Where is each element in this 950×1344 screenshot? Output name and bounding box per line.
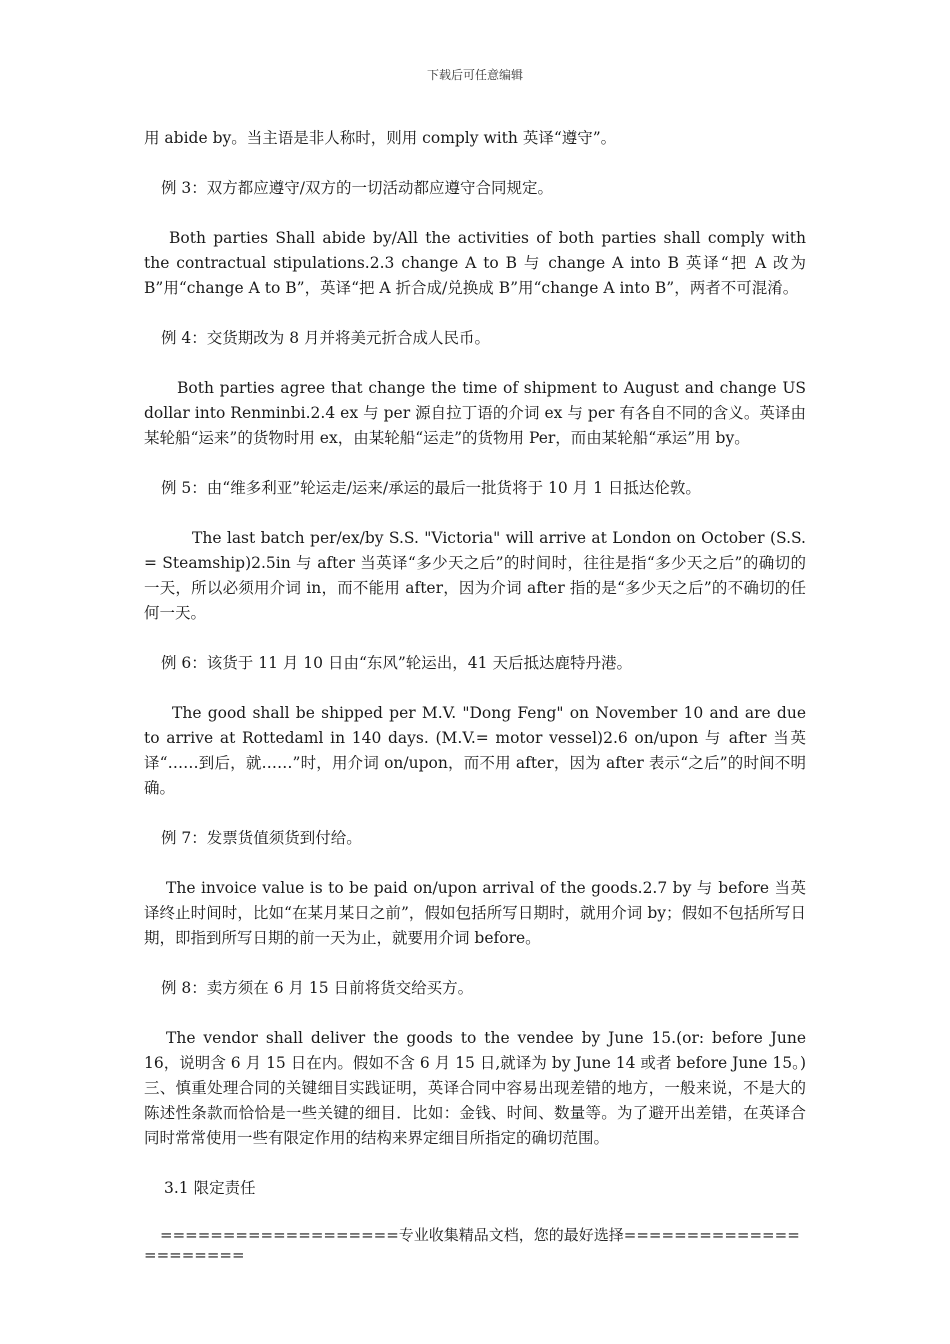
example-heading: 例 5：由“维多利亚”轮运走/运来/承运的最后一批货将于 10 月 1 日抵达伦敦。 — [161, 479, 701, 497]
paragraph: The vendor shall deliver the goods to the vendee by June 15.(or: before June 16，说明含 6 月 15 日在内。假如不含 6 月 15 日,就译为 by June 14 或者 before June 15。)三、慎重处理合同的关键细目实践证明，英译合同中容易出现差错的地方，一般来说，不是大的陈述性条款而恰恰是一些关键的细目．比如：金钱、时间、数量等。为了避开出差错，在英译合同时常常使用一些有限定作用的结构来界定细目所指定的确切范围。 — [144, 1029, 806, 1147]
paragraph: Both parties Shall abide by/All the activities of both parties shall comply with the contractual stipulations.2.3 change A to B 与 change A into B 英译“把 A 改为 B”用“change A to B”，英译“把 A 折合成/兑换成 B”用“change A into B”，两者不可混淆。 — [144, 229, 806, 297]
page-footer: ===================专业收集精品文档，您的最好选择====================== — [144, 1226, 800, 1264]
section-heading: 3.1 限定责任 — [164, 1179, 256, 1197]
paragraph: The good shall be shipped per M.V. "Dong Feng" on November 10 and are due to arrive at Rottedaml in 140 days. (M.V.= motor vessel)2.6 on/upon 与 after 当英译“……到后，就……”时，用介词 on/upon，而不用 after，因为 after 表示“之后”的时间不明确。 — [144, 704, 806, 797]
page-header: 下载后可任意编辑 — [426, 68, 523, 82]
paragraph: The last batch per/ex/by S.S. "Victoria" will arrive at London on October (S.S. = Steamship)2.5in 与 after 当英译“多少天之后”的时间时，往往是指“多少天之后”的确切的一天，所以必须用介词 in，而不能用 after，因为介词 after 指的是“多少天之后”的不确切的任何一天。 — [144, 529, 806, 622]
example-heading: 例 7：发票货值须货到付给。 — [161, 829, 362, 847]
paragraph: 用 abide by。当主语是非人称时，则用 comply with 英译“遵守”。 — [144, 129, 617, 147]
paragraph: Both parties agree that change the time of shipment to August and change US dollar into Renminbi.2.4 ex 与 per 源自拉丁语的介词 ex 与 per 有各自不同的含义。英译由某轮船“运来”的货物时用 ex，由某轮船“运走”的货物用 Per，而由某轮船“承运”用 by。 — [144, 379, 806, 447]
example-heading: 例 8：卖方须在 6 月 15 日前将货交给买方。 — [161, 979, 474, 997]
example-heading: 例 3：双方都应遵守/双方的一切活动都应遵守合同规定。 — [161, 179, 554, 197]
document-body — [144, 126, 806, 1201]
example-heading: 例 4：交货期改为 8 月并将美元折合成人民币。 — [161, 329, 491, 347]
paragraph: The invoice value is to be paid on/upon arrival of the goods.2.7 by 与 before 当英译终止时间时，比如“在某月某日之前”，假如包括所写日期时，就用介词 by；假如不包括所写日期，即指到所写日期的前一天为止，就要用介词 before。 — [144, 879, 806, 947]
example-heading: 例 6：该货于 11 月 10 日由“东风”轮运出，41 天后抵达鹿特丹港。 — [161, 654, 632, 672]
